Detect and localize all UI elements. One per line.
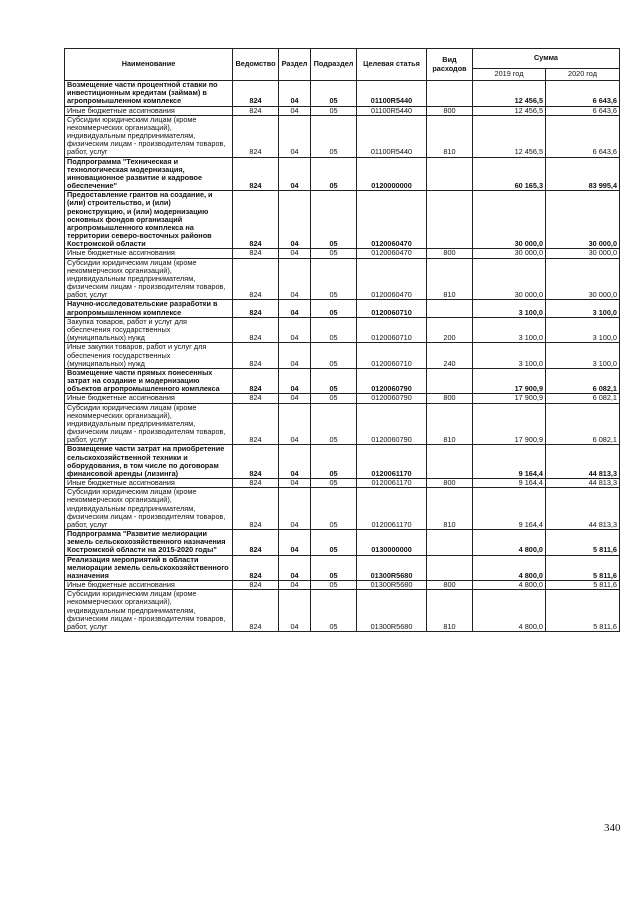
cell-sum-2020: 44 813,3: [546, 445, 620, 479]
cell-vid-raskhodov: 810: [427, 115, 473, 157]
cell-name: Иные бюджетные ассигнования: [65, 479, 233, 488]
cell-name: Субсидии юридическим лицам (кроме некоммерческих организаций), индивидуальным предпринимателям, физическим лицам - производителям товаров, работ, услуг: [65, 115, 233, 157]
cell-razdel: 04: [279, 368, 311, 394]
table-row: [65, 300, 620, 317]
table-row: [65, 479, 620, 488]
cell-razdel: 04: [279, 258, 311, 300]
cell-podrazdel: 05: [311, 590, 357, 632]
table-row: [65, 368, 620, 394]
cell-tselevaya-statya: 01300R5680: [357, 555, 427, 581]
cell-razdel: 04: [279, 317, 311, 343]
cell-tselevaya-statya: 0120060710: [357, 300, 427, 317]
cell-name: Иные бюджетные ассигнования: [65, 249, 233, 258]
cell-vedomstvo: 824: [233, 488, 279, 530]
cell-podrazdel: 05: [311, 157, 357, 191]
cell-name: Иные закупки товаров, работ и услуг для обеспечения государственных (муниципальных) нужд: [65, 343, 233, 369]
cell-podrazdel: 05: [311, 555, 357, 581]
cell-name: Закупка товаров, работ и услуг для обеспечения государственных (муниципальных) нужд: [65, 317, 233, 343]
cell-vedomstvo: 824: [233, 394, 279, 403]
table-row: [65, 590, 620, 632]
cell-vid-raskhodov: [427, 191, 473, 249]
cell-sum-2020: 3 100,0: [546, 343, 620, 369]
cell-vid-raskhodov: [427, 81, 473, 107]
header-podrazdel: Подраздел: [311, 49, 357, 81]
cell-tselevaya-statya: 01300R5680: [357, 590, 427, 632]
table-row: [65, 488, 620, 530]
cell-podrazdel: 05: [311, 249, 357, 258]
cell-podrazdel: 05: [311, 258, 357, 300]
cell-tselevaya-statya: 01300R5680: [357, 581, 427, 590]
table-header: [65, 49, 620, 81]
cell-tselevaya-statya: 0120060710: [357, 343, 427, 369]
cell-vid-raskhodov: 800: [427, 249, 473, 258]
cell-vid-raskhodov: [427, 157, 473, 191]
cell-podrazdel: 05: [311, 445, 357, 479]
cell-sum-2019: 12 456,5: [473, 81, 546, 107]
table-row: [65, 157, 620, 191]
cell-vid-raskhodov: 800: [427, 479, 473, 488]
cell-vid-raskhodov: 240: [427, 343, 473, 369]
header-tselevaya-statya: Целевая статья: [357, 49, 427, 81]
cell-vid-raskhodov: 810: [427, 403, 473, 445]
cell-sum-2020: 44 813,3: [546, 479, 620, 488]
cell-sum-2019: 12 456,5: [473, 115, 546, 157]
cell-sum-2020: 44 813,3: [546, 488, 620, 530]
cell-vid-raskhodov: [427, 368, 473, 394]
cell-vid-raskhodov: 800: [427, 581, 473, 590]
cell-razdel: 04: [279, 488, 311, 530]
cell-podrazdel: 05: [311, 300, 357, 317]
cell-sum-2020: 30 000,0: [546, 191, 620, 249]
cell-tselevaya-statya: 0120061170: [357, 488, 427, 530]
cell-sum-2019: 12 456,5: [473, 106, 546, 115]
header-vedomstvo: Ведомство: [233, 49, 279, 81]
table-row: [65, 530, 620, 556]
cell-razdel: 04: [279, 394, 311, 403]
cell-sum-2019: 3 100,0: [473, 300, 546, 317]
cell-tselevaya-statya: 0120060470: [357, 249, 427, 258]
cell-razdel: 04: [279, 581, 311, 590]
cell-sum-2019: 3 100,0: [473, 343, 546, 369]
cell-sum-2019: 4 800,0: [473, 555, 546, 581]
header-summa: Сумма: [473, 49, 620, 69]
table-row: [65, 115, 620, 157]
cell-podrazdel: 05: [311, 317, 357, 343]
cell-sum-2019: 4 800,0: [473, 590, 546, 632]
table-row: [65, 343, 620, 369]
cell-vedomstvo: 824: [233, 300, 279, 317]
cell-podrazdel: 05: [311, 403, 357, 445]
cell-vedomstvo: 824: [233, 249, 279, 258]
table-row: [65, 106, 620, 115]
cell-tselevaya-statya: 0120060470: [357, 258, 427, 300]
cell-vedomstvo: 824: [233, 106, 279, 115]
table-row: [65, 249, 620, 258]
table-row: [65, 555, 620, 581]
table-row: [65, 258, 620, 300]
cell-vedomstvo: 824: [233, 403, 279, 445]
cell-tselevaya-statya: 0120000000: [357, 157, 427, 191]
cell-razdel: 04: [279, 115, 311, 157]
cell-podrazdel: 05: [311, 106, 357, 115]
table-row: [65, 191, 620, 249]
page-number: 340: [604, 822, 621, 834]
cell-sum-2020: 6 082,1: [546, 394, 620, 403]
cell-vid-raskhodov: 800: [427, 394, 473, 403]
table-row: [65, 317, 620, 343]
cell-sum-2019: 30 000,0: [473, 258, 546, 300]
cell-vedomstvo: 824: [233, 555, 279, 581]
cell-sum-2019: 60 165,3: [473, 157, 546, 191]
cell-name: Возмещение части прямых понесенных затрат на создание и модернизацию объектов агропромышленного комплекса: [65, 368, 233, 394]
cell-name: Иные бюджетные ассигнования: [65, 394, 233, 403]
cell-vedomstvo: 824: [233, 590, 279, 632]
cell-vedomstvo: 824: [233, 81, 279, 107]
header-year-2020: 2020 год: [546, 69, 620, 81]
cell-podrazdel: 05: [311, 581, 357, 590]
cell-tselevaya-statya: 0130000000: [357, 530, 427, 556]
cell-name: Субсидии юридическим лицам (кроме некоммерческих организаций), индивидуальным предпринимателям, физическим лицам - производителям товаров, работ, услуг: [65, 403, 233, 445]
cell-sum-2020: 30 000,0: [546, 249, 620, 258]
cell-name: Возмещение части процентной ставки по инвестиционным кредитам (займам) в агропромышленном комплексе: [65, 81, 233, 107]
cell-sum-2020: 3 100,0: [546, 300, 620, 317]
cell-sum-2019: 17 900,9: [473, 368, 546, 394]
cell-vid-raskhodov: [427, 530, 473, 556]
cell-name: Подпрограмма "Развитие мелиорации земель сельскохозяйственного назначения Костромской области на 2015-2020 годы": [65, 530, 233, 556]
cell-name: Субсидии юридическим лицам (кроме некоммерческих организаций), индивидуальным предпринимателям, физическим лицам - производителям товаров, работ, услуг: [65, 590, 233, 632]
cell-podrazdel: 05: [311, 479, 357, 488]
cell-tselevaya-statya: 0120060790: [357, 368, 427, 394]
table-row: [65, 445, 620, 479]
cell-vedomstvo: 824: [233, 445, 279, 479]
cell-sum-2019: 30 000,0: [473, 249, 546, 258]
cell-sum-2019: 9 164,4: [473, 445, 546, 479]
cell-vid-raskhodov: 810: [427, 258, 473, 300]
cell-name: Субсидии юридическим лицам (кроме некоммерческих организаций), индивидуальным предпринимателям, физическим лицам - производителям товаров, работ, услуг: [65, 488, 233, 530]
header-name: Наименование: [65, 49, 233, 81]
cell-tselevaya-statya: 0120060790: [357, 394, 427, 403]
cell-vedomstvo: 824: [233, 581, 279, 590]
cell-sum-2019: 4 800,0: [473, 581, 546, 590]
cell-razdel: 04: [279, 343, 311, 369]
cell-razdel: 04: [279, 191, 311, 249]
cell-sum-2020: 30 000,0: [546, 258, 620, 300]
cell-vid-raskhodov: [427, 555, 473, 581]
cell-vedomstvo: 824: [233, 191, 279, 249]
header-razdel: Раздел: [279, 49, 311, 81]
cell-vid-raskhodov: 810: [427, 590, 473, 632]
cell-tselevaya-statya: 01100R5440: [357, 106, 427, 115]
cell-tselevaya-statya: 01100R5440: [357, 81, 427, 107]
cell-vedomstvo: 824: [233, 530, 279, 556]
cell-razdel: 04: [279, 555, 311, 581]
cell-razdel: 04: [279, 403, 311, 445]
cell-sum-2020: 6 643,6: [546, 81, 620, 107]
cell-sum-2020: 5 811,6: [546, 530, 620, 556]
cell-name: Предоставление грантов на создание, и (или) строительство, и (или) реконструкцию, и (или) модернизацию основных фондов организаций агропромышленного комплекса на территории северо-восточных районов Костромской области: [65, 191, 233, 249]
cell-vedomstvo: 824: [233, 258, 279, 300]
cell-name: Возмещение части затрат на приобретение сельскохозяйственной техники и оборудования, в том числе по договорам финансовой аренды (лизинга): [65, 445, 233, 479]
cell-vid-raskhodov: 200: [427, 317, 473, 343]
cell-name: Субсидии юридическим лицам (кроме некоммерческих организаций), индивидуальным предпринимателям, физическим лицам - производителям товаров, работ, услуг: [65, 258, 233, 300]
cell-podrazdel: 05: [311, 394, 357, 403]
cell-razdel: 04: [279, 590, 311, 632]
cell-sum-2020: 5 811,6: [546, 590, 620, 632]
table-row: [65, 403, 620, 445]
cell-sum-2020: 83 995,4: [546, 157, 620, 191]
cell-podrazdel: 05: [311, 488, 357, 530]
cell-sum-2019: 17 900,9: [473, 394, 546, 403]
cell-podrazdel: 05: [311, 530, 357, 556]
cell-name: Подпрограмма "Техническая и технологическая модернизация, инновационное развитие и кадровое обеспечение": [65, 157, 233, 191]
cell-name: Иные бюджетные ассигнования: [65, 581, 233, 590]
cell-vedomstvo: 824: [233, 368, 279, 394]
table-row: [65, 581, 620, 590]
cell-vedomstvo: 824: [233, 115, 279, 157]
cell-tselevaya-statya: 0120060470: [357, 191, 427, 249]
cell-name: Иные бюджетные ассигнования: [65, 106, 233, 115]
cell-vedomstvo: 824: [233, 157, 279, 191]
cell-vedomstvo: 824: [233, 317, 279, 343]
cell-razdel: 04: [279, 249, 311, 258]
cell-razdel: 04: [279, 479, 311, 488]
cell-razdel: 04: [279, 106, 311, 115]
cell-vid-raskhodov: [427, 445, 473, 479]
cell-sum-2019: 3 100,0: [473, 317, 546, 343]
cell-vid-raskhodov: [427, 300, 473, 317]
cell-sum-2019: 9 164,4: [473, 479, 546, 488]
cell-podrazdel: 05: [311, 81, 357, 107]
cell-vid-raskhodov: 810: [427, 488, 473, 530]
budget-table: [64, 48, 620, 632]
cell-sum-2020: 6 643,6: [546, 115, 620, 157]
cell-name: Научно-исследовательские разработки в агропромышленном комплексе: [65, 300, 233, 317]
cell-razdel: 04: [279, 300, 311, 317]
cell-sum-2020: 5 811,6: [546, 581, 620, 590]
cell-vedomstvo: 824: [233, 479, 279, 488]
cell-sum-2020: 6 082,1: [546, 403, 620, 445]
cell-tselevaya-statya: 0120061170: [357, 479, 427, 488]
cell-sum-2020: 6 643,6: [546, 106, 620, 115]
table-row: [65, 394, 620, 403]
cell-razdel: 04: [279, 530, 311, 556]
table-row: [65, 81, 620, 107]
header-year-2019: 2019 год: [473, 69, 546, 81]
header-vid-raskhodov: Вид расходов: [427, 49, 473, 81]
cell-sum-2020: 6 082,1: [546, 368, 620, 394]
cell-podrazdel: 05: [311, 343, 357, 369]
cell-name: Реализация мероприятий в области мелиорации земель сельскохозяйственного назначения: [65, 555, 233, 581]
cell-podrazdel: 05: [311, 191, 357, 249]
cell-vedomstvo: 824: [233, 343, 279, 369]
cell-podrazdel: 05: [311, 368, 357, 394]
cell-tselevaya-statya: 0120060790: [357, 403, 427, 445]
cell-sum-2019: 9 164,4: [473, 488, 546, 530]
cell-razdel: 04: [279, 157, 311, 191]
cell-vid-raskhodov: 800: [427, 106, 473, 115]
cell-sum-2020: 3 100,0: [546, 317, 620, 343]
cell-razdel: 04: [279, 445, 311, 479]
cell-tselevaya-statya: 0120060710: [357, 317, 427, 343]
cell-sum-2019: 17 900,9: [473, 403, 546, 445]
cell-tselevaya-statya: 0120061170: [357, 445, 427, 479]
table-body: [65, 81, 620, 632]
cell-razdel: 04: [279, 81, 311, 107]
cell-sum-2019: 30 000,0: [473, 191, 546, 249]
cell-sum-2020: 5 811,6: [546, 555, 620, 581]
cell-tselevaya-statya: 01100R5440: [357, 115, 427, 157]
cell-sum-2019: 4 800,0: [473, 530, 546, 556]
cell-podrazdel: 05: [311, 115, 357, 157]
